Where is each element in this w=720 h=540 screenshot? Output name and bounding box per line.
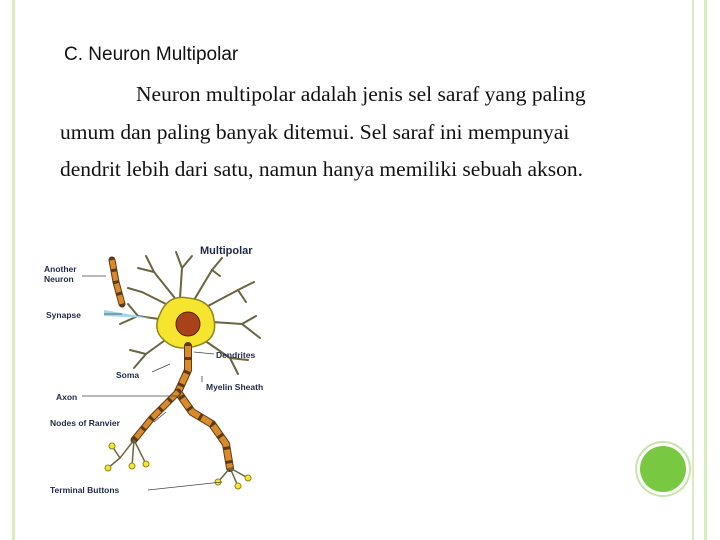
axon-myelin	[134, 346, 230, 468]
slide-paragraph: Neuron multipolar adalah jenis sel saraf yang paling umum dan paling banyak ditemui. Sel saraf ini mempunyai dendrit lebih dari satu, namun hanya memiliki sebuah akson.	[60, 82, 586, 181]
frame-line-left	[12, 0, 15, 540]
nucleus	[176, 312, 200, 336]
decorative-circle	[640, 446, 686, 492]
slide-heading: C. Neuron Multipolar	[64, 44, 239, 65]
frame-line-right-outer	[704, 0, 707, 540]
label-neuron: Neuron	[44, 274, 74, 284]
incoming-axon	[112, 260, 122, 304]
diagram-title: Multipolar	[200, 245, 253, 257]
label-dendrites: Dendrites	[216, 350, 256, 360]
neuron-illustration	[42, 242, 298, 496]
label-soma: Soma	[116, 370, 140, 380]
label-nodes-of-ranvier: Nodes of Ranvier	[50, 418, 120, 428]
label-myelin-sheath: Myelin Sheath	[206, 382, 264, 392]
label-terminal-buttons: Terminal Buttons	[50, 485, 120, 495]
neuron-diagram	[42, 242, 298, 496]
frame-line-right-inner	[692, 0, 694, 540]
label-axon: Axon	[56, 392, 78, 402]
label-another: Another	[44, 264, 77, 274]
label-synapse: Synapse	[46, 310, 81, 320]
